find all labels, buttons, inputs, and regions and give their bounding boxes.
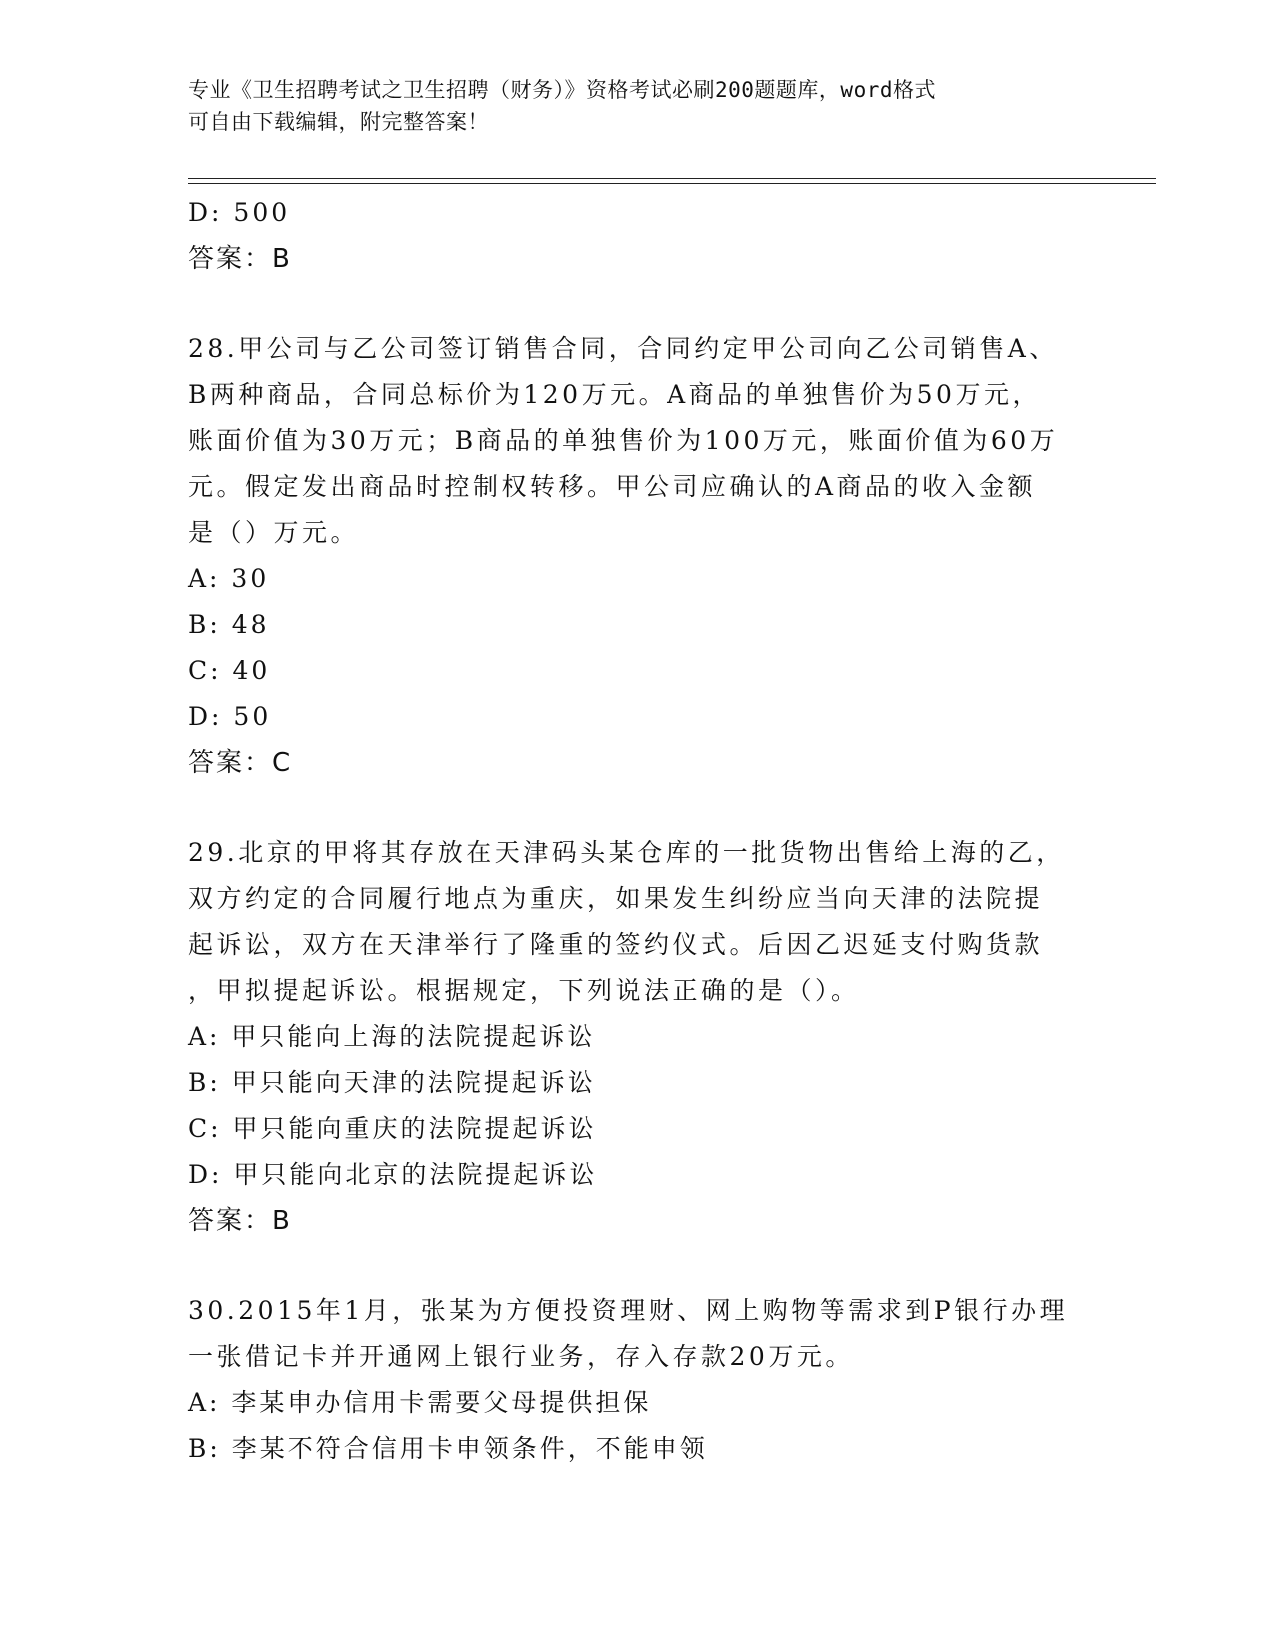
header-divider-bottom (188, 183, 1156, 184)
spacer (188, 282, 1088, 326)
stem-line: 30.2015年1月，张某为方便投资理财、网上购物等需求到P银行办理 (188, 1296, 1069, 1325)
question-29-option-c: C: 甲只能向重庆的法院提起诉讼 (188, 1114, 597, 1143)
question-28-option-d: D: 50 (188, 702, 272, 731)
question-28-option-b: B: 48 (188, 610, 270, 639)
stem-line: ，甲拟提起诉讼。根据规定，下列说法正确的是（）。 (188, 976, 860, 1005)
question-28-answer: 答案：C (188, 748, 293, 778)
question-28-stem (188, 326, 1088, 556)
stem-line: B两种商品，合同总标价为120万元。A商品的单独售价为50万元， (188, 380, 1041, 409)
question-29-option-a: A: 甲只能向上海的法院提起诉讼 (188, 1022, 596, 1051)
stem-line: 起诉讼，双方在天津举行了隆重的签约仪式。后因乙迟延支付购货款 (188, 930, 1044, 959)
question-29-option-b: B: 甲只能向天津的法院提起诉讼 (188, 1068, 596, 1097)
question-28-option-c: C: 40 (188, 656, 271, 685)
prev-option-d: D: 500 (188, 198, 291, 227)
question-29-stem (188, 830, 1088, 1014)
question-30-stem (188, 1288, 1088, 1380)
question-28-option-a: A: 30 (188, 564, 270, 593)
stem-line: 一张借记卡并开通网上银行业务，存入存款20万元。 (188, 1342, 854, 1371)
header-line-1: 专业《卫生招聘考试之卫生招聘（财务）》资格考试必刷200题题库，word格式 (188, 78, 936, 102)
question-30-option-b: B: 李某不符合信用卡申领条件，不能申领 (188, 1434, 708, 1463)
question-30-option-a: A: 李某申办信用卡需要父母提供担保 (188, 1388, 652, 1417)
stem-line: 28.甲公司与乙公司签订销售合同，合同约定甲公司向乙公司销售A、 (188, 334, 1058, 363)
spacer (188, 1244, 1088, 1288)
stem-line: 是（）万元。 (188, 518, 360, 547)
header-divider-top (188, 178, 1156, 179)
stem-line: 元。假定发出商品时控制权转移。甲公司应确认的A商品的收入金额 (188, 472, 1037, 501)
prev-answer: 答案：B (188, 244, 292, 274)
spacer (188, 786, 1088, 830)
question-29-option-d: D: 甲只能向北京的法院提起诉讼 (188, 1160, 598, 1189)
page-header (188, 74, 1068, 138)
header-line-2: 可自由下载编辑，附完整答案！ (188, 110, 489, 134)
question-29-answer: 答案：B (188, 1206, 292, 1236)
stem-line: 双方约定的合同履行地点为重庆，如果发生纠纷应当向天津的法院提 (188, 884, 1044, 913)
stem-line: 账面价值为30万元；B商品的单独售价为100万元，账面价值为60万 (188, 426, 1059, 455)
question-content (188, 190, 1088, 1472)
stem-line: 29.北京的甲将其存放在天津码头某仓库的一批货物出售给上海的乙， (188, 838, 1065, 867)
